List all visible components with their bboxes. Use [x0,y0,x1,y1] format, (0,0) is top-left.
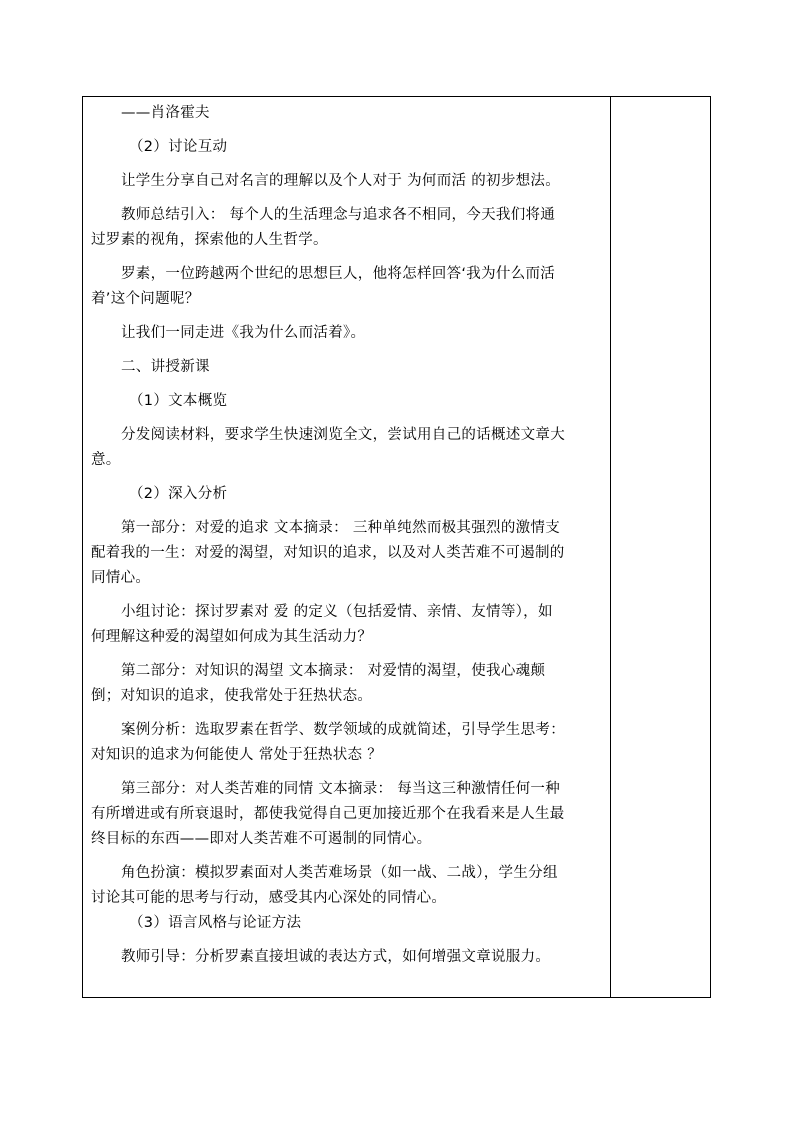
paragraph-gap [91,768,604,777]
text-line: 教师引导：分析罗素直接坦诚的表达方式，如何增强文章说服力。 [121,949,551,965]
paragraph-gap [91,194,604,203]
paragraph-gap [91,507,604,516]
text-line: 分发阅读材料，要求学生快速浏览全文，尝试用自己的话概述文章大 [121,427,565,443]
paragraph-gap [91,126,604,135]
notes-cell [611,97,710,997]
text-line: 有所增进或有所衰退时，都使我觉得自己更加接近那个在我看来是人生最 [91,806,565,822]
paragraph-gap [91,650,604,659]
text-line: 倒；对知识的追求，使我常处于狂热状态。 [91,688,373,704]
text-line: ——肖洛霍夫 [121,105,210,121]
text-line: （2）深入分析 [129,486,228,502]
paragraph-gap [91,591,604,600]
paragraph-gap [91,473,604,482]
paragraph-gap [91,414,604,423]
paragraph-gap [91,936,604,945]
paragraph-gap [91,312,604,321]
text-line: 终目标的东西——即对人类苦难不可遏制的同情心。 [91,831,432,847]
text-line: 让我们一同走进《我为什么而活着》。 [121,325,366,341]
text-line: 第一部分：对爱的追求 文本摘录： 三种单纯然而极其强烈的激情支 [121,520,561,536]
text-line: 罗素，一位跨越两个世纪的思想巨人，他将怎样回答‘我为什么而活 [121,266,556,282]
text-line: 讨论其可能的思考与行动，感受其内心深处的同情心。 [91,890,447,906]
text-line: （3）语言风格与论证方法 [129,915,302,931]
text-line: 何理解这种爱的渴望如何成为其生活动力？ [91,629,373,645]
paragraph-gap [91,709,604,718]
lesson-plan-table [82,96,711,998]
text-line: 第三部分：对人类苦难的同情 文本摘录： 每当这三种激情任何一种 [121,781,561,797]
text-line: 案例分析：选取罗素在哲学、数学领域的成就简述，引导学生思考： [121,722,565,738]
text-line: 配着我的一生：对爱的渴望，对知识的追求，以及对人类苦难不可遏制的 [91,545,565,561]
text-line: 教师总结引入： 每个人的生活理念与追求各不相同，今天我们将通 [121,207,556,223]
paragraph-gap [91,852,604,861]
text-line: 对知识的追求为何能使人 常处于狂热状态 ？ [91,747,383,763]
text-line: 同情心。 [91,570,151,586]
lesson-content-cell [83,97,611,997]
text-line: 过罗素的视角，探索他的人生哲学。 [91,232,328,248]
text-line: 着’这个问题呢？ [91,291,200,307]
paragraph-gap [91,380,604,389]
text-line: 二、讲授新课 [121,359,210,375]
text-line: 角色扮演：模拟罗素面对人类苦难场景（如一战、二战），学生分组 [121,865,558,881]
text-line: （1）文本概览 [129,393,228,409]
text-line: 让学生分享自己对名言的理解以及个人对于 为何而活 的初步想法。 [121,173,561,189]
text-line: （2）讨论互动 [129,139,228,155]
paragraph-gap [91,346,604,355]
text-line: 小组讨论：探讨罗素对 爱 的定义（包括爱情、亲情、友情等），如 [121,604,553,620]
paragraph-gap [91,160,604,169]
paragraph-gap [91,253,604,262]
text-line: 意。 [91,452,121,468]
text-line: 第二部分：对知识的渴望 文本摘录： 对爱情的渴望，使我心魂颠 [121,663,546,679]
